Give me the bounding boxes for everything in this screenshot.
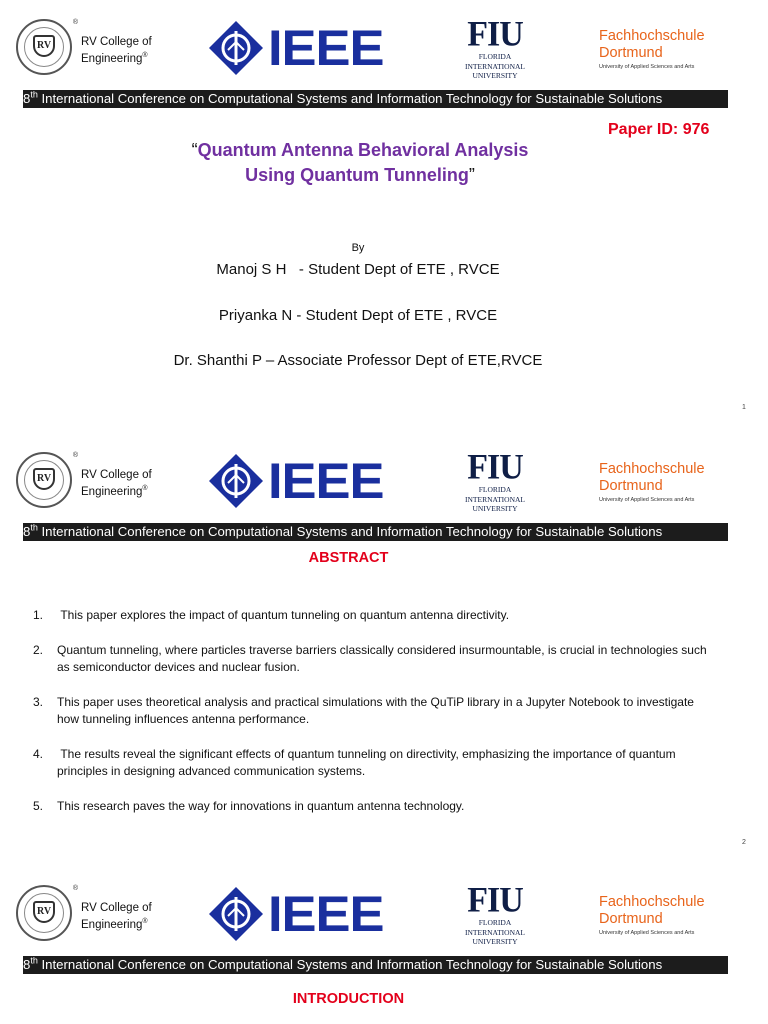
rv-college-seal-icon: RV ® (16, 885, 72, 941)
list-item: 4. The results reveal the significant effects of quantum tunneling on directivity, emphasizing the importance of quantum principles in designing advanced communication systems. (33, 746, 679, 778)
rv-college-seal-icon: RV ® (16, 19, 72, 75)
fh-dortmund-logo: Fachhochschule Dortmund University of Applied Sciences and Arts (599, 28, 705, 70)
fiu-logo: FIU FLORIDA INTERNATIONAL UNIVERSITY (465, 881, 525, 946)
slide-1 (0, 0, 768, 433)
list-item: 3. This paper uses theoretical analysis and practical simulations with the QuTiP library in a Jupyter Notebook to investigate how tunneling influences antenna performance. (33, 694, 694, 726)
ieee-diamond-icon (208, 20, 264, 76)
abstract-title: ABSTRACT (308, 550, 389, 566)
slide-2 (0, 433, 768, 866)
rv-college-seal-icon: RV ® (16, 452, 72, 508)
author-2: Priyanka N - Student Dept of ETE , RVCE (218, 307, 498, 324)
introduction-title: INTRODUCTION (292, 991, 405, 1007)
rv-college-name: RV College of Engineering® (81, 902, 152, 931)
list-item: 2. Quantum tunneling, where particles traverse barriers classically considered insurmountable, is crucial in technologies such as semiconductor devices and nuclear fusion. (33, 642, 707, 674)
slide-3 (0, 866, 768, 1024)
page-number: 2 (742, 839, 746, 846)
by-label: By (351, 242, 365, 254)
ieee-logo: IEEE (208, 453, 383, 509)
paper-title: “Quantum Antenna Behavioral Analysis Using Quantum Tunneling” (191, 140, 529, 185)
fiu-logo: FIU FLORIDA INTERNATIONAL UNIVERSITY (465, 15, 525, 80)
fiu-logo: FIU FLORIDA INTERNATIONAL UNIVERSITY (465, 448, 525, 513)
conference-banner: 8th International Conference on Computational Systems and Information Technology for Sustainable Solutions (23, 956, 728, 974)
conference-banner: 8th International Conference on Computational Systems and Information Technology for Sustainable Solutions (23, 90, 728, 108)
author-1: Manoj S H - Student Dept of ETE , RVCE (216, 261, 500, 278)
ieee-diamond-icon (208, 453, 264, 509)
fh-dortmund-logo: Fachhochschule Dortmund University of Applied Sciences and Arts (599, 894, 705, 936)
ieee-logo: IEEE (208, 886, 383, 942)
author-3: Dr. Shanthi P – Associate Professor Dept of ETE,RVCE (173, 352, 543, 369)
rv-college-name: RV College of Engineering® (81, 469, 152, 498)
paper-id: Paper ID: 976 (608, 121, 710, 138)
ieee-logo: IEEE (208, 20, 383, 76)
list-item: 5. This research paves the way for innovations in quantum antenna technology. (33, 798, 465, 813)
rv-college-name: RV College of Engineering® (81, 36, 152, 65)
list-item: 1. This paper explores the impact of quantum tunneling on quantum antenna directivity. (33, 608, 510, 622)
page-number: 1 (742, 404, 746, 411)
fh-dortmund-logo: Fachhochschule Dortmund University of Applied Sciences and Arts (599, 461, 705, 503)
ieee-diamond-icon (208, 886, 264, 942)
abstract-list (33, 607, 713, 832)
conference-banner: 8th International Conference on Computational Systems and Information Technology for Sustainable Solutions (23, 523, 728, 541)
